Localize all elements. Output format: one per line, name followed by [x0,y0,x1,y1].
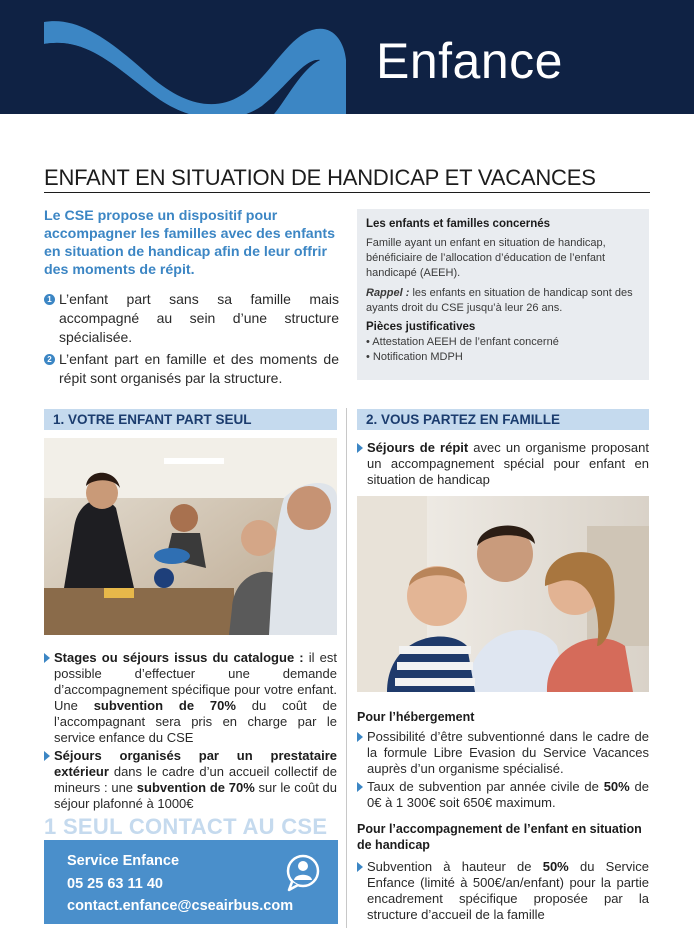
accompagnement-heading: Pour l’accompagnement de l’enfant en situation de handicap [357,822,642,852]
bullet-triangle-icon [44,653,50,663]
intro-text: Le CSE propose un dispositif pour accompagner les familles avec des enfants en situation de handicap afin de leur offrir des moments de répit. [44,208,335,278]
chat-user-icon [283,853,323,893]
reminder-text: les enfants en situation de handicap sont des ayants droit du CSE jusqu’à leur 26 ans. [366,287,633,314]
section1-list [44,650,337,814]
info-heading-families: Les enfants et familles concernés [366,218,551,230]
number-badge: 2 [44,354,55,365]
section2-title: 2. VOUS PARTEZ EN FAMILLE [357,409,649,430]
column-divider [346,408,347,928]
header-banner [0,0,694,114]
info-reminder [366,286,640,316]
numbered-item-text: L’enfant part en famille et des moments de répit sont organisés par la structure. [59,351,339,386]
title-divider [44,192,650,193]
photo-group-activity [44,438,337,635]
list-item: Séjours organisés par un prestataire extérieur dans le cadre d’un accueil collectif de mineurs : une subvention de 70% sur le coût du séjour plafonné à 1000€ [44,748,337,812]
info-eligibility-text: Famille ayant un enfant en situation de handicap, bénéficiaire de l’allocation d’éducation de l’enfant handicapé (AEEH). [366,237,606,279]
contact-service: Service Enfance [67,853,180,869]
bullet-triangle-icon [357,782,363,792]
header-title: Enfance [376,33,563,89]
contact-email[interactable]: contact.enfance@cseairbus.com [67,898,294,914]
section2-intro [357,440,649,490]
list-item: Possibilité d’être subventionné dans le cadre de la formule Libre Evasion du Service Vacances auprès d’un organisme spécialisé. [357,729,649,777]
bullet-triangle-icon [357,443,363,453]
wave-logo [0,0,694,114]
section2-details [357,709,649,925]
reminder-label: Rappel : [366,287,410,299]
hebergement-heading: Pour l’hébergement [357,710,475,724]
list-item: Taux de subvention par année civile de 50% de 0€ à 1 300€ soit 650€ maximum. [357,779,649,811]
list-item: Subvention à hauteur de 50% du Service Enfance (limité à 500€/an/enfant) pour la partie encadrement spécifique proposée par la structure d’accueil de la famille [357,859,649,923]
bullet-triangle-icon [44,751,50,761]
bullet-triangle-icon [357,732,363,742]
photo-family [357,496,649,692]
page-title: ENFANT EN SITUATION DE HANDICAP ET VACANCES [44,165,596,190]
bullet-triangle-icon [357,862,363,872]
section1-title: 1. VOTRE ENFANT PART SEUL [44,409,337,430]
info-box [357,209,649,380]
numbered-item-text: L’enfant part sans sa famille mais accompagné au sein d’une structure spécialisée. [59,291,339,345]
info-heading-documents: Pièces justificatives [366,321,476,333]
numbered-item [44,350,339,388]
numbered-list [44,290,339,391]
contact-phone[interactable]: 05 25 63 11 40 [67,875,163,892]
contact-heading: 1 SEUL CONTACT AU CSE [44,814,328,839]
document-item: • Notification MDPH [366,351,463,363]
list-item: Séjours de répit avec un organisme proposant un accompagnement spécial pour enfant en situation de handicap [357,440,649,488]
document-item: • Attestation AEEH de l’enfant concerné [366,336,559,348]
list-item: Stages ou séjours issus du catalogue : il est possible d’effectuer une demande d’accompagnement spécifique pour votre enfant. Une subvention de 70% du coût de l’accompagnant sera pris en charge par le service enfance du CSE [44,650,337,746]
number-badge: 1 [44,294,55,305]
numbered-item [44,290,339,347]
